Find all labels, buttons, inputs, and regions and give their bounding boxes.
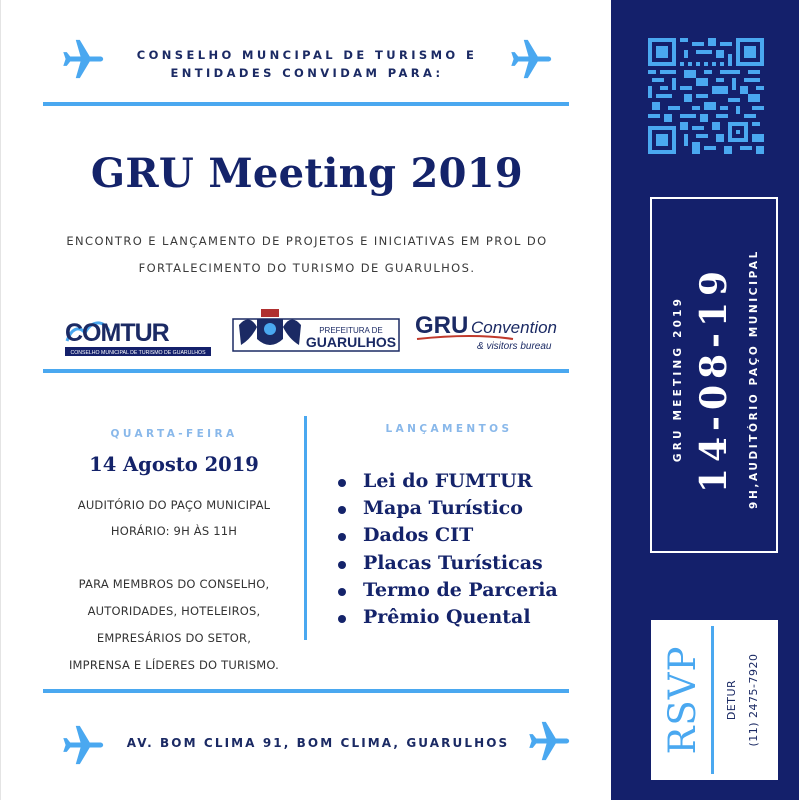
list-item [335, 552, 595, 579]
rsvp-organization: DETUR [725, 679, 738, 721]
venue-text: AUDITÓRIO DO PAÇO MUNICIPAL [77, 498, 271, 512]
event-title: GRU Meeting 2019 [90, 150, 524, 197]
bottom-divider [43, 689, 569, 693]
event-subtitle [41, 228, 573, 282]
launch-item-label: Placas Turísticas [363, 551, 543, 574]
prefeitura-logo-line-2: GUARULHOS [305, 334, 397, 350]
airplane-icon [527, 718, 573, 764]
launches-label: LANÇAMENTOS [385, 423, 513, 435]
airplane-icon [61, 36, 107, 82]
day-label: QUARTA-FEIRA [110, 428, 238, 440]
header-line-2: ENTIDADES CONVIDAM PARA: [170, 66, 444, 80]
bullet-dot [338, 588, 346, 596]
gru-convention-logo [413, 309, 565, 355]
bullet-dot [338, 615, 346, 623]
launch-item-label: Prêmio Quental [363, 605, 531, 628]
audience-line: IMPRENSA E LÍDERES DO TURISMO. [68, 658, 280, 672]
comtur-logo-tagline: CONSELHO MUNICIPAL DE TURISMO DE GUARULHOS [70, 350, 206, 356]
rotated-rsvp-content [651, 620, 778, 780]
sidebar-event-name: GRU MEETING 2019 [672, 295, 684, 463]
gru-logo-brand: GRU [415, 312, 469, 339]
rsvp-phone[interactable]: (11) 2475-7920 [747, 653, 760, 747]
bullet-dot [338, 479, 346, 487]
sidebar-event-date: 14-08-19 [693, 264, 735, 494]
launch-item-label: Mapa Turístico [363, 497, 523, 520]
list-item [335, 579, 595, 606]
time-text: HORÁRIO: 9H ÀS 11H [110, 524, 238, 538]
bullet-dot [338, 506, 346, 514]
gru-logo-word: Convention [471, 318, 558, 337]
prefeitura-logo [231, 305, 403, 355]
partner-logos [63, 303, 563, 359]
audience-line: AUTORIDADES, HOTELEIROS, [87, 604, 261, 618]
mid-divider [43, 369, 569, 373]
airplane-icon [61, 722, 107, 768]
list-item [335, 524, 595, 551]
list-item [335, 470, 595, 497]
rsvp-card [651, 620, 778, 780]
header-line-1: CONSELHO MUNCIPAL DE TURISMO E [136, 48, 478, 62]
event-date-card [650, 197, 778, 553]
airplane-icon [509, 36, 555, 82]
gru-logo-tagline: & visitors bureau [477, 341, 552, 352]
event-date: 14 Agosto 2019 [89, 453, 259, 476]
audience-line: PARA MEMBROS DO CONSELHO, [78, 577, 270, 591]
event-address: AV. BOM CLIMA 91, BOM CLIMA, GUARULHOS [126, 736, 510, 750]
subtitle-line-2: FORTALECIMENTO DO TURISMO DE GUARULHOS. [138, 261, 476, 275]
launch-item-label: Termo de Parceria [363, 578, 558, 601]
rsvp-divider [711, 626, 714, 774]
invitation-header [111, 46, 503, 82]
bullet-dot [338, 533, 346, 541]
list-item [335, 606, 595, 633]
comtur-logo-name: COMTUR [65, 319, 169, 347]
top-divider [43, 102, 569, 106]
column-divider [304, 416, 307, 640]
audience-line: EMPRESÁRIOS DO SETOR, [96, 631, 252, 645]
launch-item-label: Dados CIT [363, 524, 474, 547]
subtitle-line-1: ENCONTRO E LANÇAMENTO DE PROJETOS E INICIATIVAS EM PROL DO [66, 234, 548, 248]
launches-list [335, 470, 595, 633]
rotated-date-content [652, 199, 780, 555]
launch-item-label: Lei do FUMTUR [363, 470, 533, 492]
rsvp-label: RSVP [661, 645, 704, 755]
comtur-logo [63, 311, 213, 359]
sidebar-event-place: 9H,AUDITÓRIO PAÇO MUNICIPAL [748, 249, 760, 509]
prefeitura-logo-line-1: PREFEITURA DE [319, 326, 383, 335]
qr-code[interactable] [648, 38, 764, 154]
bullet-dot [338, 561, 346, 569]
list-item [335, 497, 595, 524]
